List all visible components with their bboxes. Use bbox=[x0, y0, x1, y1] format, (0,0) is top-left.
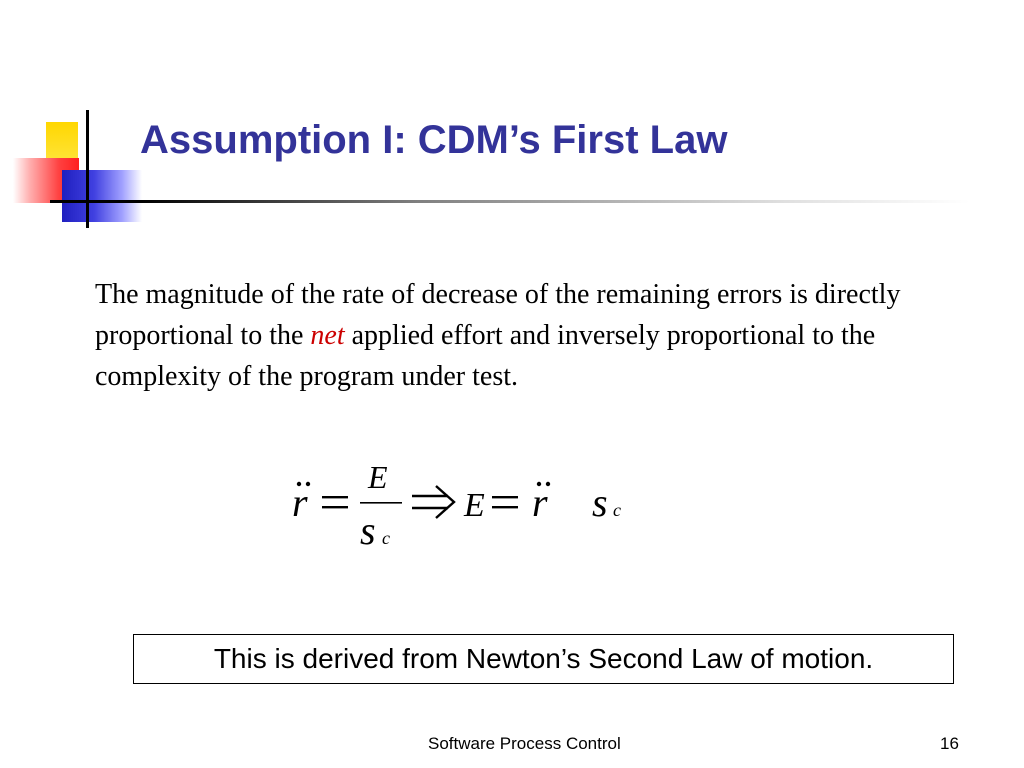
formula-trailing-sub: c bbox=[613, 500, 621, 520]
note-text: This is derived from Newton’s Second Law of motion. bbox=[213, 643, 874, 674]
formula-lhs-var: r bbox=[292, 480, 308, 525]
formula-rhs-left-var: E bbox=[464, 487, 485, 524]
body-paragraph bbox=[95, 274, 955, 397]
note-box bbox=[133, 634, 954, 684]
title-underline-rule bbox=[50, 200, 970, 203]
implies-arrow bbox=[412, 486, 454, 518]
formula-numerator: E bbox=[368, 459, 388, 495]
formula-trailing-base: s bbox=[592, 480, 608, 525]
logo-blue-gradient bbox=[62, 170, 142, 222]
formula-rhs-right-var: r bbox=[532, 480, 548, 525]
page-number: 16 bbox=[940, 734, 959, 753]
fraction-bar bbox=[360, 502, 402, 504]
body-emphasis: net bbox=[310, 320, 345, 351]
formula-denominator-sub: c bbox=[382, 528, 390, 548]
formula bbox=[288, 458, 648, 558]
footer-title: Software Process Control bbox=[428, 734, 621, 753]
body-text-part1: The magnitude of the rate of decrease of the remaining errors is directly proportional to the bbox=[95, 279, 901, 351]
body-text-part2: applied effort and inversely proportional to the complexity of the program under test. bbox=[95, 320, 876, 392]
logo-vertical-rule bbox=[86, 110, 89, 228]
slide-title: Assumption I: CDM’s First Law bbox=[140, 118, 728, 162]
equals-sign-2 bbox=[492, 496, 518, 508]
equals-sign-1 bbox=[322, 496, 348, 508]
formula-denominator-base: s bbox=[360, 508, 376, 553]
